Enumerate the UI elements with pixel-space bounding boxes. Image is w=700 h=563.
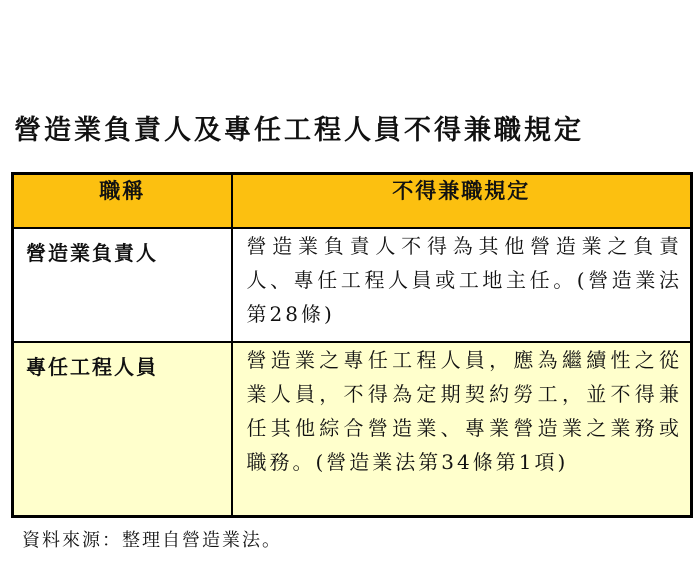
table-row <box>13 342 692 517</box>
rules-table <box>11 172 693 518</box>
source-note: 資料來源：整理自營造業法。 <box>22 530 282 551</box>
role-cell: 營造業負責人 <box>13 228 232 342</box>
column-header-title: 職稱 <box>13 174 232 229</box>
page-title: 營造業負責人及專任工程人員不得兼職規定 <box>14 115 584 146</box>
table-header-row <box>13 174 692 229</box>
role-cell: 專任工程人員 <box>13 342 232 517</box>
table-row <box>13 228 692 342</box>
rule-cell: 營造業之專任工程人員，應為繼續性之從業人員，不得為定期契約勞工，並不得兼任其他綜合營造業、專業營造業之業務或職務。(營造業法第34條第1項) <box>232 342 692 517</box>
column-header-rule: 不得兼職規定 <box>232 174 692 229</box>
rule-cell: 營造業負責人不得為其他營造業之負責人、專任工程人員或工地主任。(營造業法第28條) <box>232 228 692 342</box>
